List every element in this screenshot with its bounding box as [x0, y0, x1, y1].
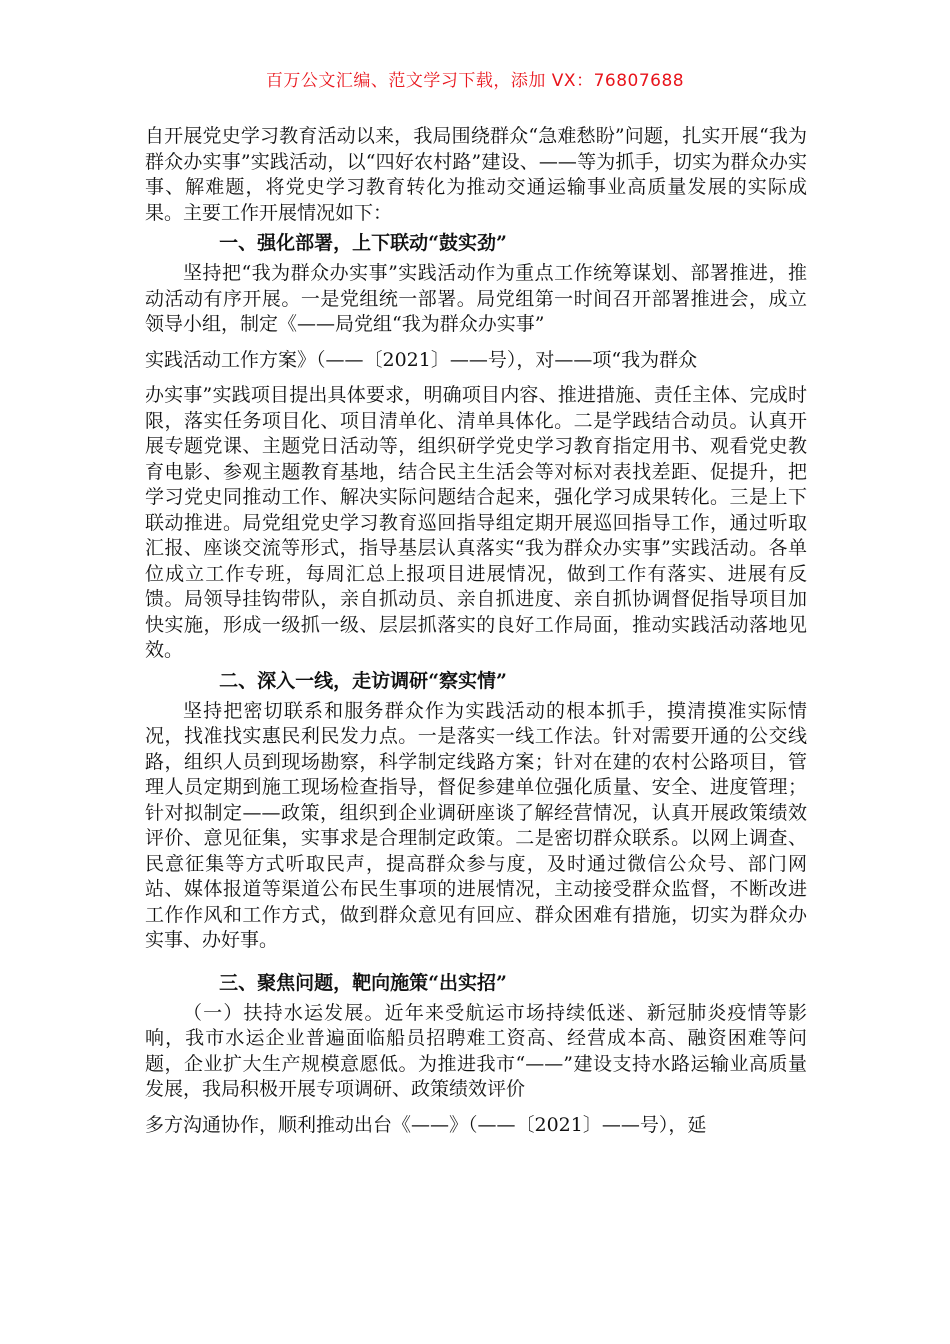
section-3-heading: 三、聚焦问题，靶向施策“出实招” [219, 971, 507, 994]
section-1-paragraph-1: 坚持把“我为群众办实事”实践活动作为重点工作统筹谋划、部署推进，推动活动有序开展。一是党组统一部署。局党组第一时间召开部署推进会，成立领导小组，制定《——局党组“我为群众办实事” [145, 262, 807, 335]
document-body [145, 124, 807, 1138]
intro-paragraph: 自开展党史学习教育活动以来，我局围绕群众“急难愁盼”问题，扎实开展“我为群众办实事”实践活动，以“四好农村路”建设、——等为抓手，切实为群众办实事、解难题，将党史学习教育转化为推动交通运输事业高质量发展的实际成果。主要工作开展情况如下： [145, 125, 807, 224]
section-1-paragraph-2: 实践活动工作方案》（——〔2021〕——号），对——项“我为群众 [145, 348, 698, 371]
download-banner: 百万公文汇编、范文学习下载，添加 VX：76807688 [265, 71, 685, 91]
section-2-paragraph-1: 坚持把密切联系和服务群众作为实践活动的根本抓手，摸清摸准实际情况，找准找实惠民利民发力点。一是落实一线工作法。针对需要开通的公交线路，组织人员到现场勘察，科学制定线路方案；针对在建的农村公路项目，管理人员定期到施工现场检查指导，督促参建单位强化质量、安全、进度管理；针对拟制定——政策，组织到企业调研座谈了解经营情况，认真开展政策绩效评价、意见征集，实事求是合理制定政策。二是密切群众联系。以网上调查、民意征集等方式听取民声，提高群众参与度，及时通过微信公众号、部门网站、媒体报道等渠道公布民生事项的进展情况，主动接受群众监督，不断改进工作作风和工作方式，做到群众意见有回应、群众困难有措施，切实为群众办实事、办好事。 [145, 699, 807, 951]
section-3-paragraph-2: 多方沟通协作，顺利推动出台《——》（——〔2021〕——号），延 [145, 1113, 707, 1136]
section-3-paragraph-1: （一）扶持水运发展。近年来受航运市场持续低迷、新冠肺炎疫情等影响，我市水运企业普遍面临船员招聘难工资高、经营成本高、融资困难等问题，企业扩大生产规模意愿低。为推进我市“——”建设支持水路运输业高质量发展，我局积极开展专项调研、政策绩效评价 [145, 1001, 807, 1100]
section-2-heading: 二、深入一线，走访调研“察实情” [219, 669, 507, 692]
section-1-heading: 一、强化部署，上下联动“鼓实劲” [219, 232, 507, 254]
section-1-paragraph-3: 办实事”实践项目提出具体要求，明确项目内容、推进措施、责任主体、完成时限，落实任务项目化、项目清单化、清单具体化。二是学践结合动员。认真开展专题党课、主题党日活动等，组织研学党史学习教育指定用书、观看党史教育电影、参观主题教育基地，结合民主生活会等对标对表找差距、促提升，把学习党史同推动工作、解决实际问题结合起来，强化学习成果转化。三是上下联动推进。局党组党史学习教育巡回指导组定期开展巡回指导工作，通过听取汇报、座谈交流等形式，指导基层认真落实“我为群众办实事”实践活动。各单位成立工作专班，每周汇总上报项目进展情况，做到工作有落实、进展有反馈。局领导挂钩带队，亲自抓动员、亲自抓进度、亲自抓协调督促指导项目加快实施，形成一级抓一级、层层抓落实的良好工作局面，推动实践活动落地见效。 [145, 384, 807, 661]
